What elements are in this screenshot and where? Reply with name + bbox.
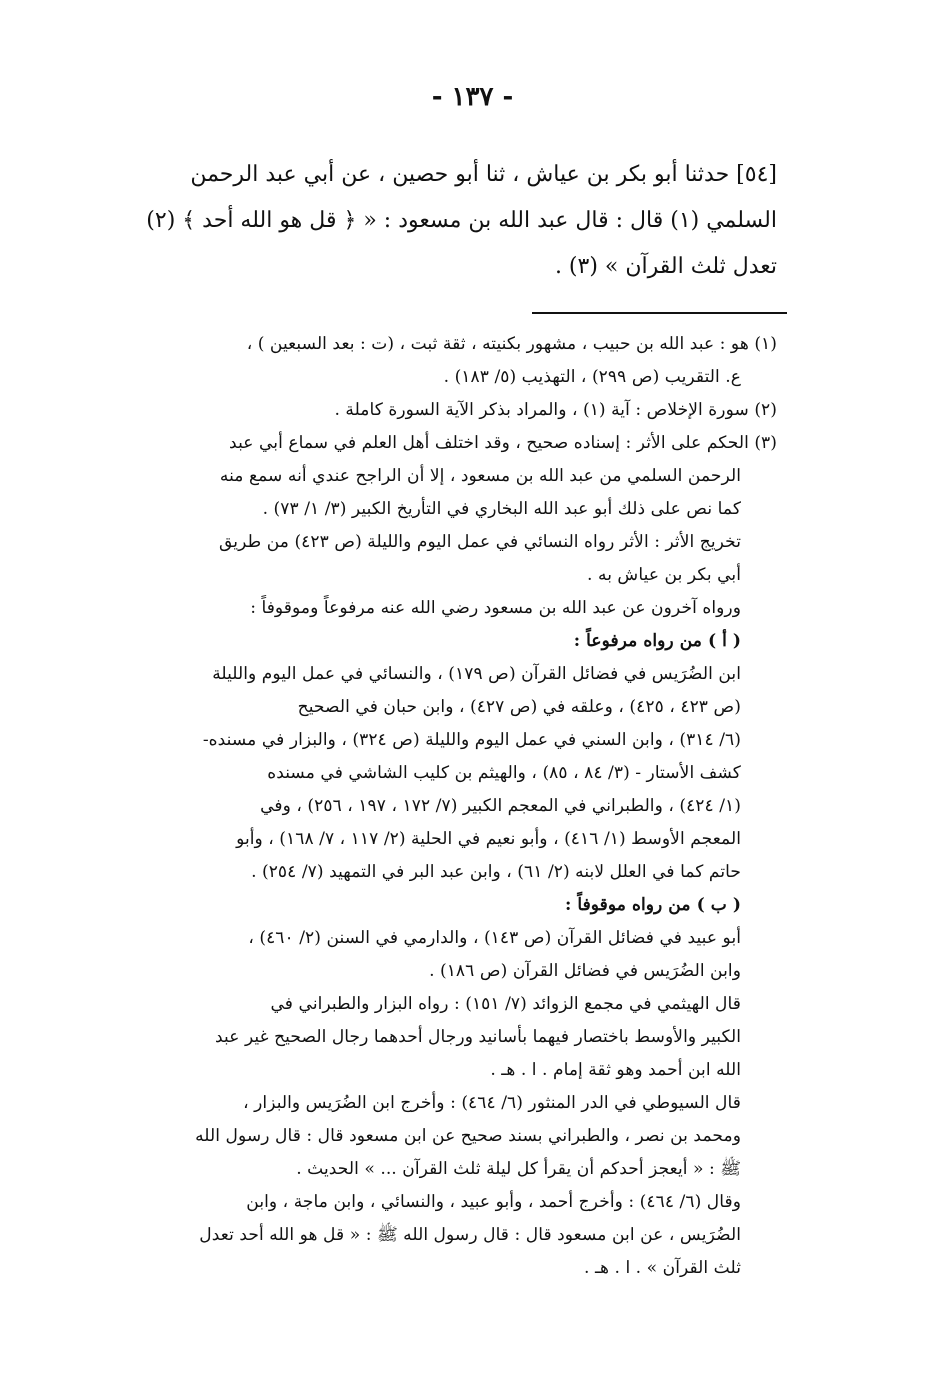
footnote-line: ثلث القرآن » . ا . هـ . <box>584 1258 741 1278</box>
hadith-line: تعدل ثلث القرآن » (٣) . <box>554 254 777 279</box>
section-heading: ( أ ) من رواه مرفوعاً : <box>573 631 741 651</box>
hadith-text <box>88 152 777 290</box>
footnote-line: (ص ٤٢٣ ، ٤٢٥) ، وعلقه في (ص ٤٢٧) ، وابن حبان في الصحيح <box>297 697 741 717</box>
footnote-line: ع. التقريب (ص ٢٩٩) ، التهذيب (٥/ ١٨٣) . <box>443 367 741 387</box>
hadith-line: [٥٤] حدثنا أبو بكر بن عياش ، ثنا أبو حصين ، عن أبي عبد الرحمن <box>190 162 777 187</box>
footnote-line: كما نص على ذلك أبو عبد الله البخاري في التأريخ الكبير (٣/ ١/ ٧٣) . <box>262 499 741 519</box>
footnote-line: المعجم الأوسط (١/ ٤١٦) ، وأبو نعيم في الحلية (٢/ ١١٧ ، ٧/ ١٦٨) ، وأبو <box>236 829 741 849</box>
footnote-line: قال الهيثمي في مجمع الزوائد (٧/ ١٥١) : رواه البزار والطبراني في <box>270 994 741 1014</box>
footnote-line: (٦/ ٣١٤) ، وابن السني في عمل اليوم والليلة (ص ٣٢٤) ، والبزار في مسنده- <box>202 730 741 750</box>
footnote-line: حاتم كما في العلل لابنه (٢/ ٦١) ، وابن عبد البر في التمهيد (٧/ ٢٥٤) . <box>251 862 741 882</box>
footnote-line: (٣) الحكم على الأثر : إسناده صحيح ، وقد اختلف أهل العلم في سماع أبي عبد <box>229 433 777 453</box>
footnote-line: كشف الأستار - (٣/ ٨٤ ، ٨٥) ، والهيثم بن كليب الشاشي في مسنده <box>267 763 741 783</box>
footnote-line: الرحمن السلمي من عبد الله بن مسعود ، إلا أن الراجح عندي أنه سمع منه <box>219 466 741 486</box>
hadith-line: السلمي (١) قال : قال عبد الله بن مسعود : « ﴿ قل هو الله أحد ﴾ (٢) <box>146 208 777 233</box>
footnote-line: ورواه آخرون عن عبد الله بن مسعود رضي الله عنه مرفوعاً وموقوفاً : <box>250 598 741 618</box>
footnote-line: (٢) سورة الإخلاص : آية (١) ، والمراد بذكر الآية السورة كاملة . <box>334 400 777 420</box>
footnote-line: (١/ ٤٢٤) ، والطبراني في المعجم الكبير (٧/ ١٧٢ ، ١٩٧ ، ٢٥٦) ، وفي <box>260 796 741 816</box>
footnote-line: قال السيوطي في الدر المنثور (٦/ ٤٦٤) : وأخرج ابن الضُرَيس والبزار ، <box>243 1093 741 1113</box>
page-number: - ١٣٧ - <box>431 82 514 112</box>
footnote-line: الله ابن أحمد وهو ثقة إمام . ا . هـ . <box>490 1060 741 1080</box>
footnote-line: ومحمد بن نصر ، والطبراني بسند صحيح عن ابن مسعود قال : قال رسول الله <box>195 1126 741 1146</box>
footnote-line: تخريج الأثر : الأثر رواه النسائي في عمل اليوم والليلة (ص ٤٢٣) من طريق <box>218 532 741 552</box>
footnote-line: وقال (٦/ ٤٦٤) : وأخرج أحمد ، وأبو عبيد ، والنسائي ، وابن ماجة ، وابن <box>246 1192 741 1212</box>
footnote-divider <box>532 312 787 314</box>
footnote-line: ابن الضُرَيس في فضائل القرآن (ص ١٧٩) ، والنسائي في عمل اليوم والليلة <box>212 664 741 684</box>
footnote-line: أبو عبيد في فضائل القرآن (ص ١٤٣) ، والدارمي في السنن (٢/ ٤٦٠) ، <box>248 928 741 948</box>
footnotes <box>88 328 777 1285</box>
footnote-line: ﷺ : « أيعجز أحدكم أن يقرأ كل ليلة ثلث القرآن ... » الحديث . <box>296 1159 741 1179</box>
footnote-line: (١) هو : عبد الله بن حبيب ، مشهور بكنيته ، ثقة ثبت ، (ت : بعد السبعين ) ، <box>246 334 777 354</box>
footnote-line: وابن الضُرَيس في فضائل القرآن (ص ١٨٦) . <box>429 961 741 981</box>
section-heading: ( ب ) من رواه موقوفاً : <box>565 895 741 915</box>
footnote-line: الكبير والأوسط باختصار فيهما بأسانيد ورجال أحدهما رجال الصحيح غير عبد <box>215 1027 741 1047</box>
footnote-line: أبي بكر بن عياش به . <box>587 565 741 585</box>
footnote-line: الضُرَيس ، عن ابن مسعود قال : قال رسول الله ﷺ : « قل هو الله أحد تعدل <box>199 1225 741 1245</box>
